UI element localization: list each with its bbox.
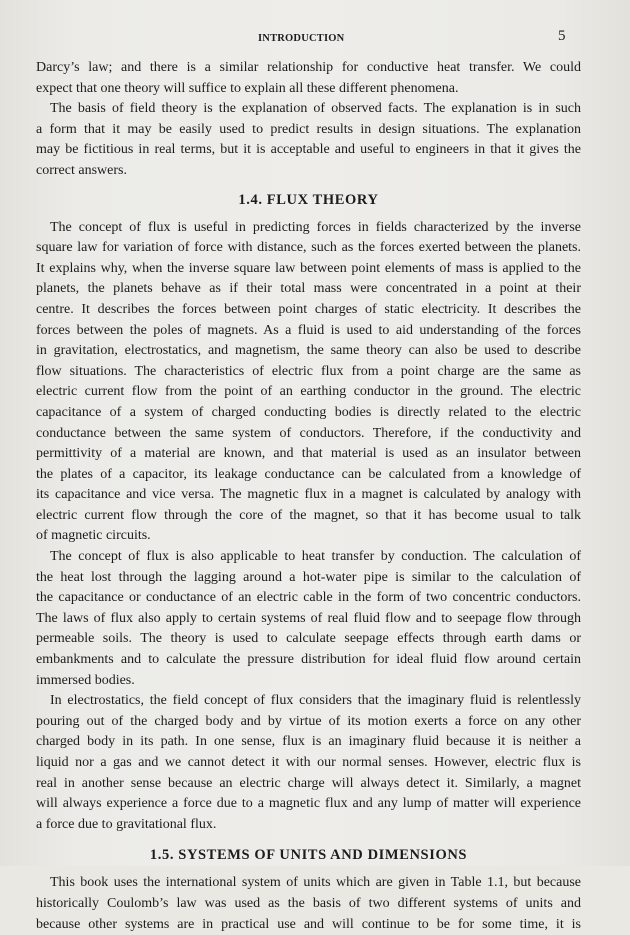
text-line: embankments and to calculate the pressure distribution for ideal fluid flow around certain <box>36 652 581 668</box>
text-line: historically Coulomb’s law was used as the basis of two different systems of units and <box>36 895 581 911</box>
text-line: the plates of a capacitor, its leakage conductance can be calculated from a knowledge of <box>36 466 581 482</box>
paragraph-field-theory-basis <box>36 99 581 181</box>
text-line: permittivity of a material are known, and that material is used as an insulator between <box>36 446 581 462</box>
text-line: correct answers. <box>36 162 127 178</box>
text-line: Darcy’s law; and there is a similar relationship for conductive heat transfer. We could <box>36 60 581 75</box>
text-line: expect that one theory will suffice to explain all these different phenomena. <box>36 80 459 96</box>
paragraph-electrostatics <box>36 691 581 835</box>
text-line: may be fictitious in real terms, but it is acceptable and useful to engineers in that it gives the <box>36 142 581 158</box>
text-line: capacitance of a system of charged conducting bodies is directly related to the electric <box>36 404 581 420</box>
body-text <box>36 58 581 935</box>
paragraph-units-intro <box>36 873 581 935</box>
text-line: the capacitance or conductance of an electric cable in the form of two concentric conductors. <box>36 590 581 606</box>
text-line: real in another sense because an electric charge will always detect it. Similarly, a magnet <box>36 775 581 791</box>
page-number: 5 <box>558 28 566 44</box>
text-line: electric current flow through the core of the magnet, so that it has become usual to talk <box>36 507 581 523</box>
text-line: The concept of flux is also applicable to heat transfer by conduction. The calculation of <box>50 549 581 565</box>
text-line: The laws of flux also apply to certain systems of real fluid flow and to seepage flow through <box>36 610 581 626</box>
text-line: permeable soils. The theory is used to calculate seepage effects through earth dams or <box>36 631 581 647</box>
section-heading-units-dimensions: 1.5. SYSTEMS OF UNITS AND DIMENSIONS <box>149 847 468 864</box>
text-line: liquid nor a gas and we cannot detect it with our normal senses. However, electric flux is <box>36 755 581 770</box>
text-line: This book uses the international system of units which are given in Table 1.1, but because <box>50 875 581 891</box>
running-title: INTRODUCTION <box>258 33 345 44</box>
text-line: flow situations. The characteristics of electric flux from a point charge are the same as <box>36 363 581 379</box>
text-line: the heat lost through the lagging around a hot-water pipe is similar to the calculation of <box>36 569 581 585</box>
text-line: It explains why, when the inverse square law between point elements of mass is applied to the <box>36 260 581 276</box>
text-line: The basis of field theory is the explanation of observed facts. The explanation is in such <box>50 101 581 117</box>
text-line: charged body in its path. In one sense, flux is an imaginary fluid because it is neither a <box>36 734 581 750</box>
paragraph-heat-transfer <box>36 547 581 691</box>
text-line: immersed bodies. <box>36 672 135 688</box>
text-line: In electrostatics, the field concept of flux considers that the imaginary fluid is relentlessly <box>50 693 581 709</box>
text-line: planets, the planets behave as if their total mass were concentrated in a point at their <box>36 281 581 297</box>
text-line: The concept of flux is useful in predicting forces in fields characterized by the inverse <box>50 219 581 235</box>
text-line: electric current flow from the point of an earthing conductor in the ground. The electric <box>36 384 581 400</box>
text-line: of magnetic circuits. <box>36 528 151 544</box>
text-line: centre. It describes the forces between point charges of static electricity. It describes the <box>36 301 581 317</box>
text-line: a form that it may be easily used to predict results in design situations. The explanation <box>36 121 581 137</box>
running-header <box>0 28 630 48</box>
text-line: a force due to gravitational flux. <box>36 816 217 832</box>
text-line: because other systems are in practical use and will continue to be for some time, it is <box>36 916 581 932</box>
text-line: forces between the poles of magnets. As a fluid is used to aid understanding of the forces <box>36 322 581 338</box>
text-line: conductance between the same system of conductors. Therefore, if the conductivity and <box>36 425 581 441</box>
text-line: square law for variation of force with distance, such as the forces exerted between the planets. <box>36 240 581 256</box>
text-line: its capacitance and vice versa. The magnetic flux in a magnet is calculated by analogy with <box>36 487 581 503</box>
paragraph-darcy <box>36 58 581 99</box>
text-line: in gravitation, electrostatics, and magnetism, the same theory can also be used to describe <box>36 343 581 359</box>
section-heading-flux-theory: 1.4. FLUX THEORY <box>238 191 379 208</box>
text-line: will always experience a force due to a magnetic flux and any lump of matter will experience <box>36 796 581 812</box>
paragraph-flux-concept <box>36 218 581 548</box>
text-line: pouring out of the charged body and by virtue of its motion exerts a force on any other <box>36 713 581 729</box>
